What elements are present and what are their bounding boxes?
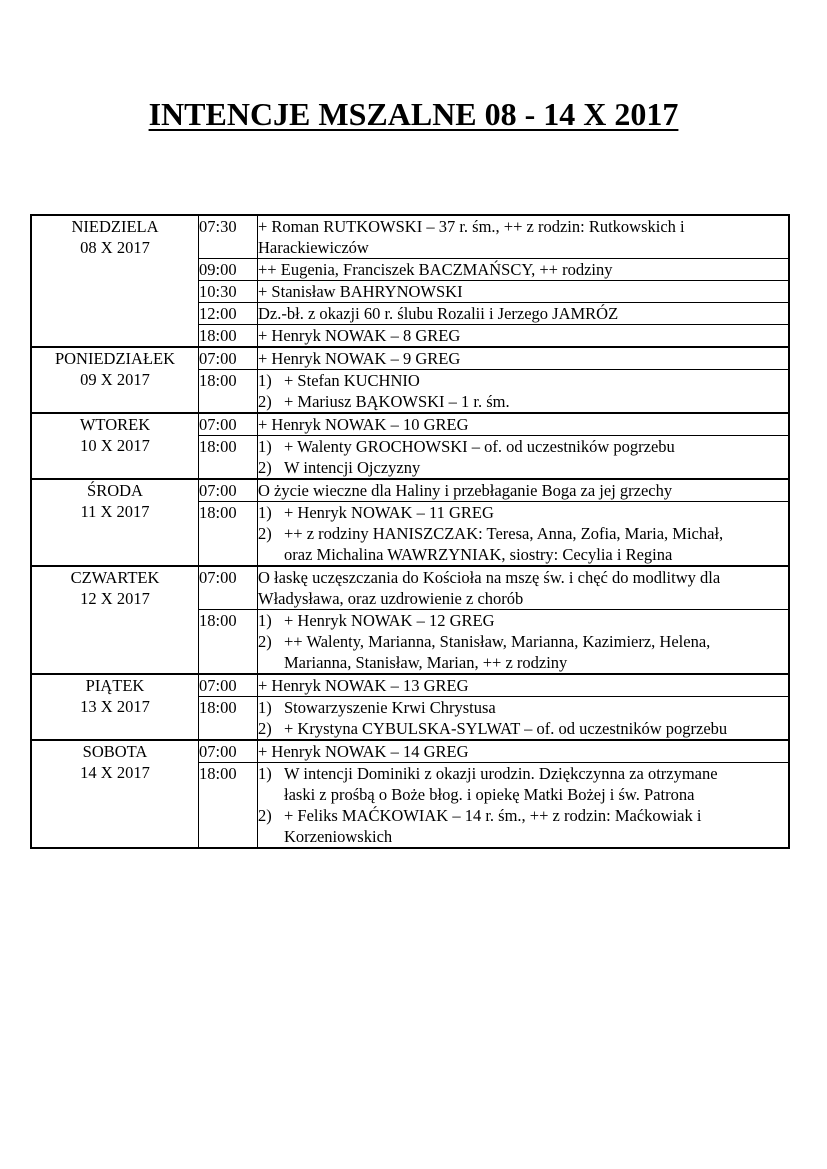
- day-name: CZWARTEK: [70, 568, 160, 587]
- mass-time: 07:00: [199, 740, 258, 763]
- mass-time: 07:30: [199, 215, 258, 259]
- intention-item-number: 2): [258, 632, 272, 651]
- intention-item-number: 2): [258, 719, 272, 738]
- day-date: 09 X 2017: [80, 370, 150, 389]
- mass-intention: [258, 347, 790, 370]
- day-date: 10 X 2017: [80, 436, 150, 455]
- mass-intention: [258, 281, 790, 303]
- intention-item-text: Korzeniowskich: [284, 827, 393, 846]
- intention-item-text: + Feliks MAĆKOWIAK – 14 r. śm., ++ z rodzin: Maćkowiak i: [284, 806, 702, 825]
- mass-time: 18:00: [199, 610, 258, 675]
- intention-item-number: 1): [258, 437, 272, 456]
- mass-intention: [258, 479, 790, 502]
- mass-row: [31, 479, 789, 502]
- intention-item-text: + Henryk NOWAK – 11 GREG: [284, 503, 494, 522]
- intention-item-number: 2): [258, 806, 272, 825]
- intention-item-line: [258, 784, 788, 805]
- intention-line: O życie wieczne dla Haliny i przebłaganie Boga za jej grzechy: [258, 481, 673, 500]
- day-name: PIĄTEK: [85, 676, 145, 695]
- intention-item-text: łaski z prośbą o Boże błog. i opiekę Matki Bożej i św. Patrona: [284, 785, 695, 804]
- day-cell: [31, 674, 199, 740]
- day-name: NIEDZIELA: [71, 217, 159, 236]
- mass-intention: [258, 566, 790, 610]
- intention-item-line: [258, 631, 788, 652]
- intention-item-line: [258, 436, 788, 457]
- mass-row: [31, 740, 789, 763]
- intention-item-number: 2): [258, 392, 272, 411]
- intention-item-text: + Henryk NOWAK – 12 GREG: [284, 611, 495, 630]
- intention-line: + Roman RUTKOWSKI – 37 r. śm., ++ z rodzin: Rutkowskich i: [258, 217, 685, 236]
- mass-time: 07:00: [199, 674, 258, 697]
- intention-item-line: [258, 502, 788, 523]
- day-cell: [31, 479, 199, 566]
- mass-intention: [258, 370, 790, 414]
- day-cell: [31, 566, 199, 674]
- mass-time: 07:00: [199, 413, 258, 436]
- intention-item-text: + Krystyna CYBULSKA-SYLWAT – of. od uczestników pogrzebu: [284, 719, 728, 738]
- intention-item-line: [258, 763, 788, 784]
- intention-item-line: [258, 718, 788, 739]
- day-name: ŚRODA: [87, 481, 143, 500]
- intention-line: O łaskę uczęszczania do Kościoła na mszę św. i chęć do modlitwy dla: [258, 568, 721, 587]
- day-date: 11 X 2017: [80, 502, 150, 521]
- intention-item-number: 1): [258, 371, 272, 390]
- intention-item-text: Stowarzyszenie Krwi Chrystusa: [284, 698, 496, 717]
- intention-line: + Henryk NOWAK – 9 GREG: [258, 349, 461, 368]
- intention-item-text: W intencji Dominiki z okazji urodzin. Dziękczynna za otrzymane: [284, 764, 718, 783]
- mass-time: 12:00: [199, 303, 258, 325]
- mass-time: 18:00: [199, 370, 258, 414]
- intention-item-line: [258, 391, 788, 412]
- mass-time: 10:30: [199, 281, 258, 303]
- intention-line: Władysława, oraz uzdrowienie z chorób: [258, 589, 524, 608]
- mass-intention: [258, 303, 790, 325]
- intention-item-number: 2): [258, 458, 272, 477]
- mass-intention: [258, 215, 790, 259]
- mass-intention: [258, 674, 790, 697]
- intention-item-text: Marianna, Stanisław, Marian, ++ z rodziny: [284, 653, 568, 672]
- intention-item-text: ++ Walenty, Marianna, Stanisław, Marianna, Kazimierz, Helena,: [284, 632, 711, 651]
- intention-item-number: 2): [258, 524, 272, 543]
- mass-time: 18:00: [199, 325, 258, 348]
- mass-intention: [258, 436, 790, 480]
- intention-item-text: W intencji Ojczyzny: [284, 458, 421, 477]
- mass-row: [31, 413, 789, 436]
- intention-line: Harackiewiczów: [258, 238, 369, 257]
- mass-intention: [258, 610, 790, 675]
- mass-time: 18:00: [199, 697, 258, 741]
- intention-item-text: + Stefan KUCHNIO: [284, 371, 420, 390]
- intention-item-line: [258, 457, 788, 478]
- mass-time: 18:00: [199, 763, 258, 849]
- intention-item-line: [258, 805, 788, 826]
- intention-item-line: [258, 370, 788, 391]
- mass-time: 07:00: [199, 566, 258, 610]
- page-title-text: INTENCJE MSZALNE 08 - 14 X 2017: [148, 96, 679, 132]
- day-name: SOBOTA: [82, 742, 148, 761]
- mass-intention: [258, 413, 790, 436]
- intention-item-number: 1): [258, 764, 272, 783]
- mass-time: 18:00: [199, 436, 258, 480]
- day-date: 14 X 2017: [80, 763, 150, 782]
- intention-item-text: oraz Michalina WAWRZYNIAK, siostry: Cecylia i Regina: [284, 545, 673, 564]
- mass-row: [31, 566, 789, 610]
- mass-time: 18:00: [199, 502, 258, 567]
- mass-time: 07:00: [199, 479, 258, 502]
- intention-line: + Henryk NOWAK – 13 GREG: [258, 676, 469, 695]
- day-cell: [31, 413, 199, 479]
- mass-row: [31, 347, 789, 370]
- intention-item-line: [258, 610, 788, 631]
- intention-item-text: + Mariusz BĄKOWSKI – 1 r. śm.: [284, 392, 510, 411]
- mass-intention: [258, 763, 790, 849]
- mass-intention: [258, 502, 790, 567]
- day-date: 12 X 2017: [80, 589, 150, 608]
- intention-item-number: 1): [258, 611, 272, 630]
- intention-line: + Stanisław BAHRYNOWSKI: [258, 282, 463, 301]
- mass-intention: [258, 325, 790, 348]
- intention-item-line: [258, 697, 788, 718]
- mass-row: [31, 674, 789, 697]
- day-date: 08 X 2017: [80, 238, 150, 257]
- intention-item-line: [258, 652, 788, 673]
- intention-item-line: [258, 523, 788, 544]
- mass-intentions-table: [30, 214, 790, 849]
- page-title: [0, 96, 827, 133]
- mass-intention: [258, 259, 790, 281]
- intention-line: Dz.-bł. z okazji 60 r. ślubu Rozalii i Jerzego JAMRÓZ: [258, 304, 619, 323]
- day-name: PONIEDZIAŁEK: [54, 349, 176, 368]
- mass-intention: [258, 697, 790, 741]
- intention-item-number: 1): [258, 698, 272, 717]
- day-name: WTOREK: [79, 415, 151, 434]
- day-cell: [31, 740, 199, 848]
- intention-line: + Henryk NOWAK – 14 GREG: [258, 742, 469, 761]
- intention-line: ++ Eugenia, Franciszek BACZMAŃSCY, ++ rodziny: [258, 260, 613, 279]
- mass-row: [31, 215, 789, 259]
- mass-time: 09:00: [199, 259, 258, 281]
- intention-item-number: 1): [258, 503, 272, 522]
- mass-time: 07:00: [199, 347, 258, 370]
- day-cell: [31, 347, 199, 413]
- intention-line: + Henryk NOWAK – 10 GREG: [258, 415, 469, 434]
- day-date: 13 X 2017: [80, 697, 150, 716]
- intention-item-line: [258, 544, 788, 565]
- intention-item-line: [258, 826, 788, 847]
- intention-item-text: + Walenty GROCHOWSKI – of. od uczestników pogrzebu: [284, 437, 675, 456]
- intention-item-text: ++ z rodziny HANISZCZAK: Teresa, Anna, Zofia, Maria, Michał,: [284, 524, 724, 543]
- day-cell: [31, 215, 199, 347]
- intention-line: + Henryk NOWAK – 8 GREG: [258, 326, 461, 345]
- mass-intention: [258, 740, 790, 763]
